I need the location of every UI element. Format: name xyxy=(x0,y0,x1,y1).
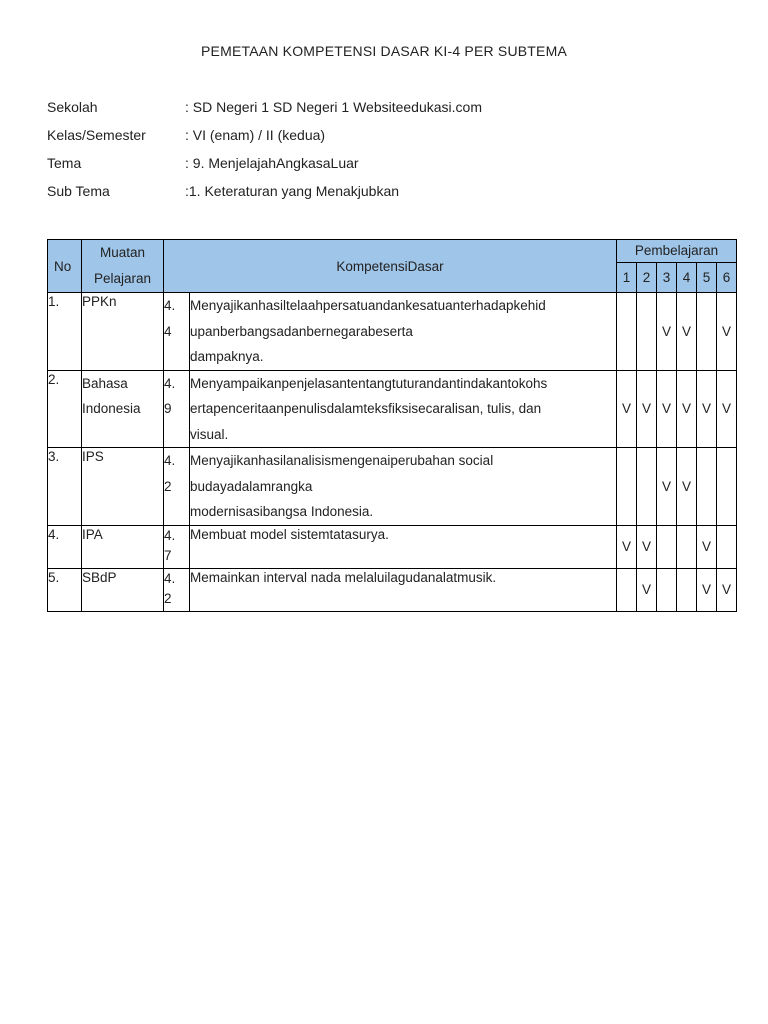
check-cell xyxy=(637,448,657,526)
meta-label: Tema xyxy=(47,155,82,171)
row-muatan: IPS xyxy=(82,448,164,526)
check-cell xyxy=(657,525,677,568)
check-cell: V xyxy=(657,370,677,448)
check-cell: V xyxy=(717,568,737,611)
check-cell: V xyxy=(657,293,677,371)
row-muatan: Bahasa Indonesia xyxy=(82,370,164,448)
table-row xyxy=(48,448,737,526)
meta-value: : 9. MenjelajahAngkasaLuar xyxy=(185,155,359,171)
check-cell: V xyxy=(697,370,717,448)
meta-value: :1. Keteraturan yang Menakjubkan xyxy=(185,183,400,199)
header-kompetensi-dasar: KompetensiDasar xyxy=(164,240,617,293)
check-cell xyxy=(617,448,637,526)
check-cell: V xyxy=(657,448,677,526)
row-kd-number: 4. 4 xyxy=(164,293,190,371)
check-cell xyxy=(717,525,737,568)
table-row xyxy=(48,525,737,568)
check-cell xyxy=(717,448,737,526)
meta-value: : SD Negeri 1 SD Negeri 1 Websiteedukasi.com xyxy=(185,99,482,115)
row-number: 2. xyxy=(48,370,82,448)
check-cell: V xyxy=(677,293,697,371)
row-kd-number: 4. 7 xyxy=(164,525,190,568)
check-cell: V xyxy=(697,568,717,611)
row-number: 4. xyxy=(48,525,82,568)
row-kd-number: 4. 2 xyxy=(164,568,190,611)
check-cell xyxy=(637,293,657,371)
check-cell: V xyxy=(677,448,697,526)
table-row xyxy=(48,370,737,448)
row-kd-text: Menyajikanhasilanalisismengenaiperubahan social budayadalamrangka modernisasibangsa Indonesia. xyxy=(190,448,617,526)
row-kd-text: Menyampaikanpenjelasantentangtuturandantindakantokohs ertapenceritaanpenulisdalamteksfiksisecaralisan, tulis, dan visual. xyxy=(190,370,617,448)
meta-label: Sekolah xyxy=(47,99,98,115)
row-muatan: SBdP xyxy=(82,568,164,611)
row-muatan: PPKn xyxy=(82,293,164,371)
header-pembelajaran-number: 5 xyxy=(697,263,717,293)
header-pembelajaran-number: 1 xyxy=(617,263,637,293)
check-cell xyxy=(617,568,637,611)
meta-value: : VI (enam) / II (kedua) xyxy=(185,127,326,143)
table-row xyxy=(48,568,737,611)
header-muatan: Muatan Pelajaran xyxy=(82,240,164,293)
check-cell: V xyxy=(637,525,657,568)
check-cell xyxy=(697,448,717,526)
row-kd-number: 4. 9 xyxy=(164,370,190,448)
table-row xyxy=(48,293,737,371)
row-muatan: IPA xyxy=(82,525,164,568)
row-number: 3. xyxy=(48,448,82,526)
header-pembelajaran-number: 4 xyxy=(677,263,697,293)
row-number: 1. xyxy=(48,293,82,371)
meta-label: Sub Tema xyxy=(47,183,110,199)
row-kd-text: Menyajikanhasiltelaahpersatuandankesatuanterhadapkehid upanberbangsadanbernegarabeserta dampaknya. xyxy=(190,293,617,371)
meta-label: Kelas/Semester xyxy=(47,127,146,143)
check-cell: V xyxy=(717,370,737,448)
check-cell xyxy=(677,525,697,568)
header-pembelajaran: Pembelajaran xyxy=(617,240,737,263)
header-pembelajaran-number: 3 xyxy=(657,263,677,293)
check-cell: V xyxy=(637,370,657,448)
header-no: No xyxy=(48,240,82,293)
check-cell xyxy=(697,293,717,371)
header-pembelajaran-number: 2 xyxy=(637,263,657,293)
check-cell xyxy=(677,568,697,611)
check-cell: V xyxy=(717,293,737,371)
row-kd-text: Memainkan interval nada melaluilagudanalatmusik. xyxy=(190,568,617,611)
row-number: 5. xyxy=(48,568,82,611)
check-cell: V xyxy=(617,525,637,568)
check-cell xyxy=(617,293,637,371)
check-cell: V xyxy=(677,370,697,448)
check-cell: V xyxy=(697,525,717,568)
row-kd-text: Membuat model sistemtatasurya. xyxy=(190,525,617,568)
document-title: PEMETAAN KOMPETENSI DASAR KI-4 PER SUBTEMA xyxy=(201,43,567,59)
kompetensi-table xyxy=(47,239,737,612)
check-cell xyxy=(657,568,677,611)
header-pembelajaran-number: 6 xyxy=(717,263,737,293)
check-cell: V xyxy=(637,568,657,611)
row-kd-number: 4. 2 xyxy=(164,448,190,526)
check-cell: V xyxy=(617,370,637,448)
